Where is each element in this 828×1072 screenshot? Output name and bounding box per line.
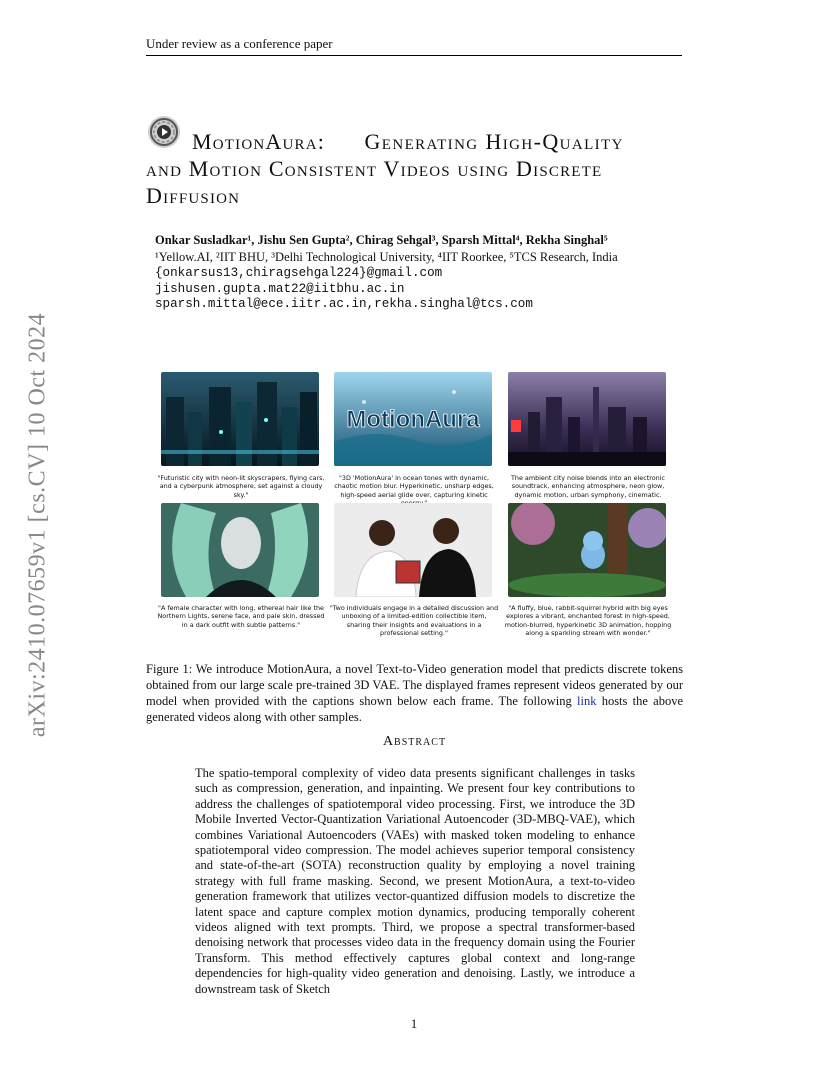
frame-enchanted-forest	[508, 503, 666, 597]
figure-caption-text-1: Figure 1: We introduce MotionAura, a novel Text-to-Video generation model that predicts discrete tokens obtained from our large scale pre-trained 3D VAE. The displayed frames represent videos generated by our model when provided with the captions shown below each frame. The following	[146, 662, 683, 708]
frame-caption-6: "A fluffy, blue, rabbit-squirrel hybrid with big eyes explores a vibrant, enchanted forest in high-speed, motion-blurred, hyperkinetic 3D animation, hopping along a sparkling stream with wonder."	[504, 604, 672, 638]
frame-caption-1: "Futuristic city with neon-lit skyscrapers, flying cars, and a cyberpunk atmosphere, set against a cloudy sky."	[157, 474, 325, 499]
figure-caption-text-2: hosts the above generated videos along with other samples.	[146, 694, 684, 724]
frame-ethereal-character	[161, 503, 319, 597]
frame-night-city	[508, 372, 666, 466]
paper-title	[146, 128, 686, 209]
title-line1-a: MotionAura:	[192, 129, 326, 154]
figure-caption	[146, 661, 683, 725]
frame-two-people-unboxing	[334, 503, 492, 597]
frame-cyberpunk-city	[161, 372, 319, 466]
videos-link[interactable]: link	[577, 694, 597, 708]
title-line1-b: Generating High-Quality	[364, 129, 624, 154]
frame-caption-4: "A female character with long, ethereal hair like the Northern Lights, serene face, and pale skin, dressed in a dark outfit with subtle patterns."	[157, 604, 325, 629]
title-line3: Diffusion	[146, 183, 241, 208]
frame-caption-3: The ambient city noise blends into an electronic soundtrack, enhancing atmosphere, neon glow, dynamic motion, urban symphony, cinematic.	[511, 474, 665, 499]
motionaura-overlay-text: MotionAura	[346, 406, 480, 433]
email-line-1: {onkarsus13,chiragsehgal224}@gmail.com	[155, 266, 443, 280]
affiliations: ¹Yellow.AI, ²IIT BHU, ³Delhi Technological University, ⁴IIT Roorkee, ⁵TCS Research, India	[155, 250, 618, 264]
running-header: Under review as a conference paper	[146, 36, 682, 56]
abstract-body: The spatio-temporal complexity of video data presents significant challenges in tasks such as compression, generation, and inpainting. We present four key contributions to address the challenges of spatiotemporal video processing. First, we introduce the 3D Mobile Inverted Vector-Quantization Variational Autoencoder (3D-MBQ-VAE), which combines Variational Autoencoders (VAEs) with masked token modeling to enhance spatiotemporal video compression. The model achieves superior temporal consistency and state-of-the-art (SOTA) reconstruction quality by employing a novel training strategy with full frame masking. Second, we present MotionAura, a text-to-video generation framework that utilizes vector-quantized diffusion models to discretize the latent space and capture complex motion dynamics, producing temporally coherent videos aligned with text prompts. Third, we propose a spectral transformer-based denoising network that processes video data in the frequency domain using the Fourier Transform. This method effectively captures global context and long-range dependencies for high-quality video generation and denoising. Lastly, we introduce a downstream task of Sketch	[195, 766, 635, 996]
email-line-2: jishusen.gupta.mat22@iitbhu.ac.in	[155, 282, 405, 296]
title-line2: and Motion Consistent Videos using Discrete	[146, 156, 603, 181]
arxiv-stamp-text: arXiv:2410.07659v1 [cs.CV] 10 Oct 2024	[24, 312, 51, 738]
email-line-3: sparsh.mittal@ece.iitr.ac.in,rekha.singhal@tcs.com	[155, 297, 533, 311]
frame-caption-5: "Two individuals engage in a detailed discussion and unboxing of a limited-edition collectible item, sharing their insights and evaluations in a professional setting."	[329, 604, 499, 638]
frame-caption-2: "3D 'MotionAura' in ocean tones with dynamic, chaotic motion blur. Hyperkinetic, unsharp edges, high-speed aerial glide over, capturing kinetic	[334, 474, 494, 499]
arxiv-stamp	[18, 290, 58, 760]
page-number: 1	[410, 1016, 418, 1031]
author-list: Onkar Susladkar¹, Jishu Sen Gupta², Chirag Sehgal³, Sparsh Mittal⁴, Rekha Singhal⁵	[155, 233, 608, 247]
frame-motionaura-ocean	[334, 372, 492, 466]
abstract-heading: Abstract	[382, 734, 447, 749]
